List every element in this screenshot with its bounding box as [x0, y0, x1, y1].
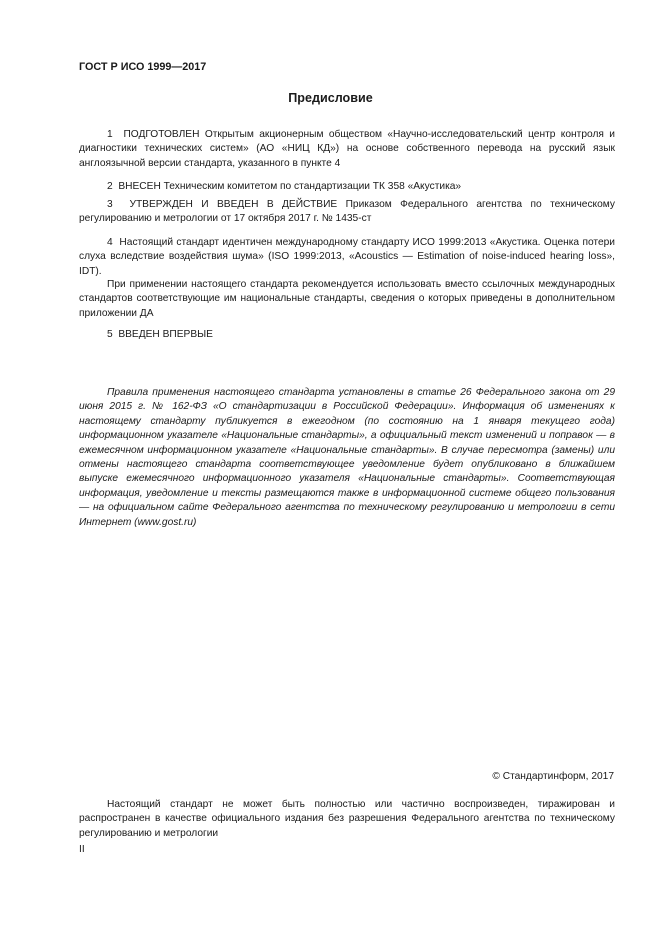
- page-title: Предисловие: [288, 91, 373, 105]
- section-2: [79, 180, 615, 194]
- section-number: 5: [107, 329, 113, 340]
- page-number: II: [79, 844, 85, 855]
- section-number: 4: [107, 237, 113, 248]
- section-number: 1: [107, 129, 113, 140]
- section-text: ПОДГОТОВЛЕН Открытым акционерным обществом «Научно-исследовательский центр контроля и диагностики технических систем» (АО «НИЦ КД») на основе собственного перевода на русский язык англоязычной версии стандарта, указанного в пункте 4: [79, 129, 615, 169]
- section-text: ВВЕДЕН ВПЕРВЫЕ: [118, 329, 213, 340]
- section-5: [79, 328, 615, 342]
- section-4-note: [79, 278, 615, 321]
- section-number: 2: [107, 181, 113, 192]
- reproduction-notice-text: Настоящий стандарт не может быть полностью или частично воспроизведен, тиражирован и распространен в качестве официального издания без разрешения Федерального агентства по техническому регулированию и метрологии: [79, 799, 615, 839]
- document-header: ГОСТ Р ИСО 1999—2017: [79, 61, 207, 73]
- section-4: [79, 236, 615, 279]
- section-3: [79, 198, 615, 227]
- rules-notice-text: Правила применения настоящего стандарта установлены в статье 26 Федерального закона от 29 июня 2015 г. № 162-ФЗ «О стандартизации в Российской Федерации». Информация об изменениях к настоящему стандарту публикуется в ежегодном (по состоянию на 1 января текущего года) информационном указателе «Национальные стандарты», а официальный текст изменений и поправок — в ежемесячном информационном указателе «Национальные стандарты». В случае пересмотра (замены) или отмены настоящего стандарта соответствующее уведомление будет опубликовано в ближайшем выпуске ежемесячного информационного указателя «Национальные стандарты». Соответствующая информация, уведомление и тексты размещаются также в информационной системе общего пользования — на официальном сайте Федерального агентства по техническому регулированию и метрологии в сети Интернет (www.gost.ru): [79, 387, 615, 528]
- rules-notice: [79, 386, 615, 530]
- section-text: При применении настоящего стандарта рекомендуется использовать вместо ссылочных международных стандартов соответствующие им национальные стандарты, сведения о которых приведены в дополнительном приложении ДА: [79, 279, 615, 319]
- section-1: [79, 128, 615, 171]
- copyright: © Стандартинформ, 2017: [492, 771, 614, 782]
- reproduction-notice: [79, 798, 615, 841]
- section-text: ВНЕСЕН Техническим комитетом по стандартизации ТК 358 «Акустика»: [118, 181, 462, 192]
- section-text: Настоящий стандарт идентичен международному стандарту ИСО 1999:2013 «Акустика. Оценка потери слуха вследствие воздействия шума» (ISO 1999:2013, «Acoustics — Estimation of noise-induced hearing loss», IDT).: [79, 237, 615, 277]
- section-number: 3: [107, 199, 113, 210]
- section-text: УТВЕРЖДЕН И ВВЕДЕН В ДЕЙСТВИЕ Приказом Федерального агентства по техническому регулированию и метрологии от 17 октября 2017 г. № 1435-ст: [79, 199, 615, 225]
